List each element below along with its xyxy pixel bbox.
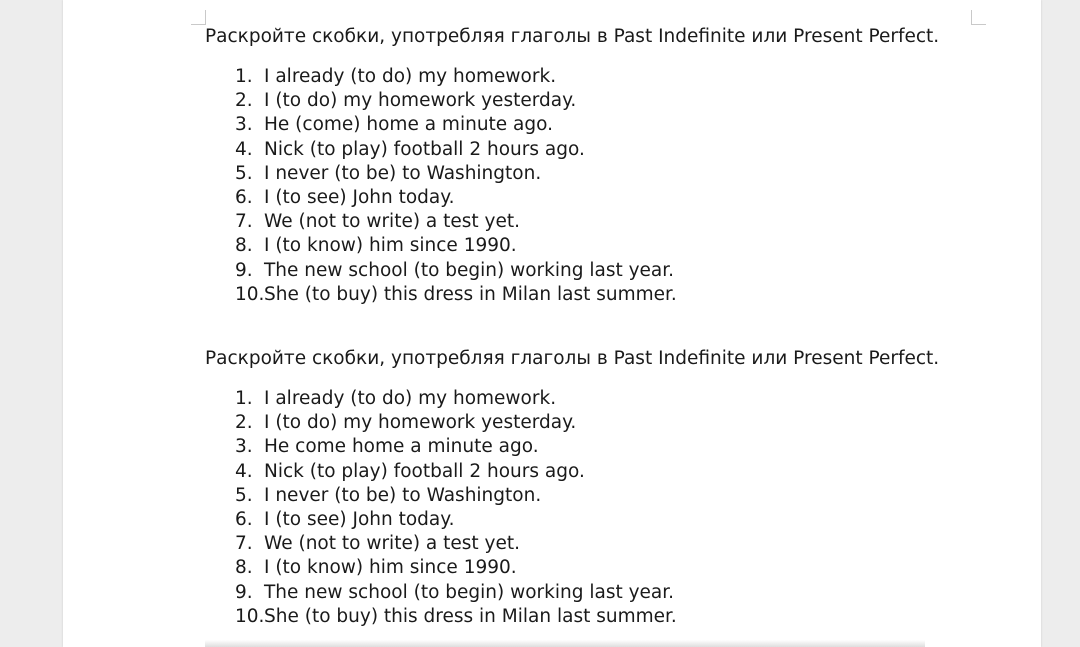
list-item bbox=[235, 283, 1005, 307]
item-text: I (to see) John today. bbox=[264, 509, 455, 531]
exercise-block-2 bbox=[205, 347, 1005, 629]
next-line-cutoff bbox=[205, 640, 925, 647]
item-number: 8. bbox=[235, 235, 253, 257]
list-item bbox=[235, 234, 1005, 258]
item-number: 9. bbox=[235, 581, 253, 603]
item-number: 4. bbox=[235, 460, 253, 482]
item-text: She (to buy) this dress in Milan last summer. bbox=[264, 605, 677, 627]
item-number: 7. bbox=[235, 211, 253, 233]
item-text: I (to know) him since 1990. bbox=[264, 557, 517, 579]
item-text: We (not to write) a test yet. bbox=[264, 211, 521, 233]
item-text: I (to know) him since 1990. bbox=[264, 235, 517, 257]
item-text: She (to buy) this dress in Milan last summer. bbox=[264, 283, 677, 305]
item-number: 5. bbox=[235, 162, 253, 184]
item-number: 10. bbox=[235, 283, 265, 305]
item-text: I already (to do) my homework. bbox=[264, 66, 557, 87]
item-text: I (to see) John today. bbox=[264, 187, 455, 209]
item-number: 2. bbox=[235, 412, 253, 434]
exercise-list bbox=[205, 65, 1005, 307]
item-text: He (come) home a minute ago. bbox=[264, 114, 554, 136]
item-text: I never (to be) to Washington. bbox=[264, 484, 542, 506]
list-item bbox=[235, 484, 1005, 508]
item-number: 6. bbox=[235, 509, 253, 531]
item-number: 7. bbox=[235, 533, 253, 555]
item-number: 8. bbox=[235, 557, 253, 579]
item-text: I never (to be) to Washington. bbox=[264, 162, 542, 184]
item-text: I already (to do) my homework. bbox=[264, 388, 557, 409]
list-item bbox=[235, 259, 1005, 283]
list-item bbox=[235, 162, 1005, 186]
margin-corner-mark-top-left bbox=[191, 10, 206, 25]
item-number: 1. bbox=[235, 388, 253, 409]
item-number: 4. bbox=[235, 138, 253, 160]
item-text: We (not to write) a test yet. bbox=[264, 533, 521, 555]
item-number: 2. bbox=[235, 90, 253, 112]
item-text: Nick (to play) football 2 hours ago. bbox=[264, 460, 585, 482]
list-item bbox=[235, 210, 1005, 234]
exercise-block-1 bbox=[205, 25, 1005, 307]
item-number: 6. bbox=[235, 187, 253, 209]
list-item bbox=[235, 605, 1005, 629]
list-item bbox=[235, 435, 1005, 459]
item-text: Nick (to play) football 2 hours ago. bbox=[264, 138, 585, 160]
list-item bbox=[235, 186, 1005, 210]
list-item bbox=[235, 460, 1005, 484]
item-number: 3. bbox=[235, 114, 253, 136]
item-number: 5. bbox=[235, 484, 253, 506]
list-item bbox=[235, 508, 1005, 532]
item-text: He come home a minute ago. bbox=[264, 436, 539, 458]
list-item bbox=[235, 532, 1005, 556]
item-number: 10. bbox=[235, 605, 265, 627]
list-item bbox=[235, 556, 1005, 580]
list-item bbox=[235, 65, 1005, 89]
item-number: 3. bbox=[235, 436, 253, 458]
item-text: The new school (to begin) working last year. bbox=[264, 259, 675, 281]
list-item bbox=[235, 387, 1005, 411]
item-text: I (to do) my homework yesterday. bbox=[264, 412, 577, 434]
list-item bbox=[235, 138, 1005, 162]
list-item bbox=[235, 113, 1005, 137]
exercise-instruction: Раскройте скобки, употребляя глаголы в Past Indefinite или Present Perfect. bbox=[205, 348, 940, 369]
item-text: The new school (to begin) working last year. bbox=[264, 581, 675, 603]
list-item bbox=[235, 89, 1005, 113]
exercise-list bbox=[205, 387, 1005, 629]
list-item bbox=[235, 581, 1005, 605]
item-number: 9. bbox=[235, 259, 253, 281]
item-text: I (to do) my homework yesterday. bbox=[264, 90, 577, 112]
item-number: 1. bbox=[235, 66, 253, 87]
exercise-instruction: Раскройте скобки, употребляя глаголы в Past Indefinite или Present Perfect. bbox=[205, 26, 940, 47]
document-page[interactable] bbox=[63, 0, 1041, 647]
list-item bbox=[235, 411, 1005, 435]
margin-corner-mark-top-right bbox=[971, 10, 986, 25]
